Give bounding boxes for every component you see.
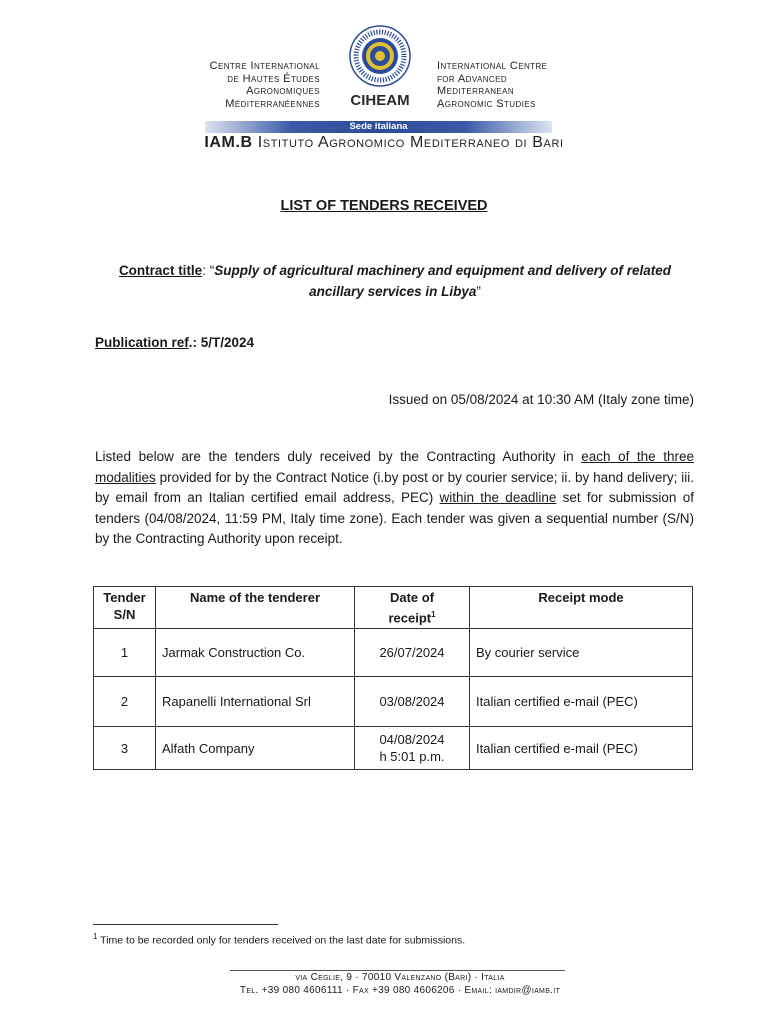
document-title: LIST OF TENDERS RECEIVED bbox=[280, 198, 488, 214]
publication-value: 5/T/2024 bbox=[200, 335, 255, 350]
institute-acronym: IAM.B bbox=[204, 134, 253, 151]
header-sn-line2: S/N bbox=[113, 607, 136, 622]
row-sn: 1 bbox=[94, 629, 156, 677]
publication-label: Publication ref bbox=[95, 335, 189, 350]
footnote-text: Time to be recorded only for tenders received on the last date for submissions. bbox=[97, 934, 466, 947]
institute-name bbox=[150, 134, 618, 152]
footnote-marker: 1 bbox=[93, 932, 98, 941]
tenders-table bbox=[93, 586, 693, 770]
contract-value: Supply of agricultural machinery and equipment and delivery of related ancillary services in Libya bbox=[214, 263, 672, 299]
table-row bbox=[94, 629, 693, 677]
french-line-4: Méditerranéennes bbox=[225, 97, 320, 110]
row-sn: 3 bbox=[94, 727, 156, 770]
footer-divider bbox=[230, 970, 565, 971]
row-mode: Italian certified e-mail (PEC) bbox=[470, 677, 693, 727]
contract-title bbox=[100, 260, 690, 302]
english-line-3: Mediterranean bbox=[437, 85, 515, 97]
row-time: h 5:01 p.m. bbox=[379, 749, 445, 765]
issued-date: Issued on 05/08/2024 at 10:30 AM (Italy zone time) bbox=[388, 392, 694, 407]
row-name: Jarmak Construction Co. bbox=[156, 629, 355, 677]
row-date: 26/07/2024 bbox=[355, 629, 470, 677]
ciheam-acronym: CIHEAM bbox=[350, 92, 410, 109]
contract-close: ” bbox=[476, 284, 481, 299]
para-part-1: Listed below are the tenders duly received by the Contracting Authority in bbox=[95, 449, 582, 464]
publication-ref bbox=[95, 335, 254, 350]
contract-sep: : “ bbox=[202, 263, 215, 278]
english-line-2: for Advanced bbox=[437, 72, 507, 85]
header-date bbox=[355, 587, 470, 629]
header-name: Name of the tenderer bbox=[156, 587, 355, 629]
header-mode: Receipt mode bbox=[470, 587, 693, 629]
ciheam-logo bbox=[348, 24, 412, 88]
header-sn-line1: Tender bbox=[103, 590, 146, 605]
english-line-1: International Centre bbox=[437, 60, 548, 72]
header-date-line2: receipt bbox=[388, 610, 432, 626]
header-english-name bbox=[437, 60, 617, 110]
contract-label: Contract title bbox=[118, 263, 203, 278]
french-line-3: Agronomiques bbox=[246, 85, 320, 97]
row-sn: 2 bbox=[94, 677, 156, 727]
french-line-1: Centre International bbox=[209, 60, 320, 72]
para-underline-2: within the deadline bbox=[439, 490, 557, 505]
header-french-name bbox=[150, 60, 320, 110]
row-date: 04/08/2024 bbox=[379, 732, 445, 748]
intro-paragraph bbox=[95, 447, 694, 550]
row-mode: By courier service bbox=[470, 629, 693, 677]
footer-contacts: Tel. +39 080 4606111 · Fax +39 080 4606206 · Email: iamdir@iamb.it bbox=[239, 985, 561, 996]
row-date: 03/08/2024 bbox=[355, 677, 470, 727]
english-line-4: Agronomic Studies bbox=[437, 97, 536, 110]
institute-full-name: Istituto Agronomico Mediterraneo di Bari bbox=[257, 134, 564, 151]
header-sn bbox=[94, 587, 156, 629]
header-date-line1: Date of bbox=[389, 590, 435, 605]
header-date-sup: 1 bbox=[431, 610, 436, 619]
footnote bbox=[93, 932, 465, 947]
row-mode: Italian certified e-mail (PEC) bbox=[470, 727, 693, 770]
table-row bbox=[94, 727, 693, 770]
sede-italiana-label: Sede italiana bbox=[349, 121, 408, 132]
footer-address: via Ceglie, 9 · 70010 Valenzano (Bari) · Italia bbox=[295, 972, 505, 983]
table-header-row bbox=[94, 587, 693, 629]
table-row bbox=[94, 677, 693, 727]
publication-sep: .: bbox=[188, 335, 201, 350]
para-part-2: provided for by the Contract Notice (i.by post or by courier service; ii. by hand delivery; iii. by email from an Italian certified email address, PEC) bbox=[95, 469, 694, 505]
para-underline-1: each of the three modalities bbox=[95, 449, 694, 485]
french-line-2: de Hautes Études bbox=[227, 72, 320, 85]
row-name: Rapanelli International Srl bbox=[156, 677, 355, 727]
row-date-time bbox=[355, 727, 470, 770]
footnote-divider bbox=[93, 924, 278, 925]
row-name: Alfath Company bbox=[156, 727, 355, 770]
para-part-3: set for submission of tenders (04/08/2024, 11:59 PM, Italy time zone). Each tender was given a sequential number (S/N) by the Contracting Authority upon receipt. bbox=[95, 490, 694, 546]
